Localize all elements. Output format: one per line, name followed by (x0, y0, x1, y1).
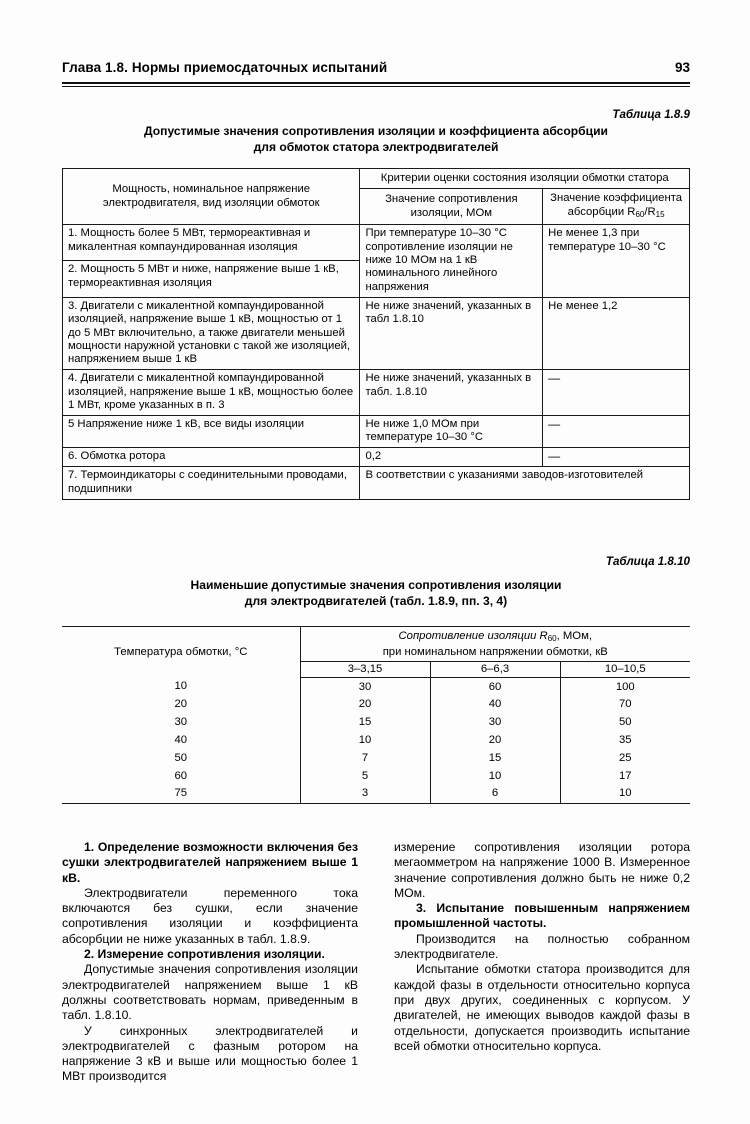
table1-header-col3-pre: Значение коэффициента абсорбции R (550, 192, 683, 218)
table2-caption-line2: для электродвигателей (табл. 1.8.9, пп. 3, 4) (244, 593, 508, 608)
running-head (62, 60, 690, 75)
paragraph: Допустимые значения сопротивления изоляции электродвигателей напряжением выше 1 кВ должны соответствовать нормам, приведенным в табл. 1.8.10. (62, 962, 358, 1023)
table1-r7-c2: В соответствии с указаниями заводов-изготовителей (360, 467, 690, 499)
table1-r5-c2: Не ниже 1,0 МОм при температуре 10–30 °С (360, 416, 543, 448)
table-row (62, 696, 690, 714)
table1-header-col1: Мощность, номинальное напряжение электродвигателя, вид изоляции обмоток (63, 169, 360, 225)
table1-r6-c3: — (543, 448, 690, 467)
table1-r3-c2: Не ниже значений, указанных в табл 1.8.10 (360, 297, 543, 370)
table1-caption-line1: Допустимые значения сопротивления изоляции и коэффициента абсорбции (144, 124, 608, 138)
table-1-8-9 (62, 168, 690, 500)
table2-caption-line1: Наименьшие допустимые значения сопротивления изоляции (190, 578, 562, 592)
table2-header-col1: Температура обмотки, °С (62, 627, 300, 678)
table-row (62, 678, 690, 696)
table2-r7-v2: 6 (430, 785, 560, 803)
table2-r5-temp: 50 (174, 751, 188, 764)
table1-header-col2: Значение сопротивления изоляции, МОм (360, 189, 543, 225)
table-row (63, 370, 690, 416)
table-row (63, 416, 690, 448)
table2-r3-v2: 30 (430, 714, 560, 732)
table2-r2-v2: 40 (430, 696, 560, 714)
table1-header-col3-sub1: 60 (635, 209, 645, 219)
table2-r4-v3: 35 (560, 732, 690, 750)
table2-r7-temp: 75 (62, 785, 300, 803)
table2-subcol-2: 6–6,3 (430, 662, 560, 678)
table-row (62, 714, 690, 732)
table1-r7-c1: 7. Термоиндикаторы с соединительными проводами, подшипники (63, 467, 360, 499)
table2-r3-v1: 15 (300, 714, 430, 732)
table1-r2-c1: 2. Мощность 5 МВт и ниже, напряжение выше 1 кВ, термореактивная изоляция (63, 261, 360, 297)
paragraph: 2. Измерение сопротивления изоляции. (84, 947, 325, 962)
table2-r6-v3: 17 (560, 767, 690, 785)
table1-header-col3-sub2: 15 (655, 209, 665, 219)
table-row (63, 467, 690, 499)
table2-r2-v1: 20 (300, 696, 430, 714)
table-row (63, 448, 690, 467)
table2-r6-v2: 10 (430, 767, 560, 785)
table2-r4-temp: 40 (174, 733, 188, 746)
table1-r3-c3: Не менее 1,2 (543, 297, 690, 370)
table2-header-group-sub: 60 (547, 634, 557, 643)
table-row (62, 785, 690, 803)
paragraph: измерение сопротивления изоляции ротора мегаомметром на напряжение 1000 В. Измеренное значение сопротивления должно быть не ниже 0,2 МОм. (394, 840, 690, 900)
table-row (62, 750, 690, 768)
table1-r1-c3: Не менее 1,3 при температуре 10–30 °С (543, 225, 690, 298)
table1-header-col3 (543, 189, 690, 225)
table2-r6-temp: 60 (174, 769, 188, 782)
table1-r1-c1: 1. Мощность более 5 МВт, термореактивная и микалентная компаундированная изоляция (63, 225, 360, 261)
table2-r4-v1: 10 (300, 732, 430, 750)
paragraph: Электродвигатели переменного тока включаются без сушки, если значение сопротивления изоляции и коэффициента абсорбции не ниже указанных в табл. 1.8.9. (62, 885, 358, 946)
table1-r4-c2: Не ниже значений, указанных в табл. 1.8.10 (360, 370, 543, 416)
table2-header-group (300, 627, 690, 662)
table2-header-group-post: , МОм, (556, 630, 592, 642)
table2-subcol-1: 3–3,15 (300, 662, 430, 678)
table-1-8-10 (62, 626, 690, 804)
table-row (63, 297, 690, 370)
table2-r3-temp: 30 (174, 716, 188, 729)
paragraph: Испытание обмотки статора производится для каждой фазы в отдельности относительно корпуса при двух других, соединенных с корпусом. У двигателей, не имеющих выводов каждой фазы в отдельности, допускается производить испытание всей обмотки относительно корпуса. (394, 962, 690, 1053)
chapter-title: Глава 1.8. Нормы приемосдаточных испытаний (62, 60, 388, 75)
table1-label: Таблица 1.8.9 (612, 108, 690, 121)
table2-r4-v2: 20 (430, 732, 560, 750)
table1-body (63, 225, 690, 499)
body-column-left (62, 840, 358, 1085)
table-row (62, 732, 690, 750)
table2-header-group-pre: Сопротивление изоляции R (398, 630, 548, 642)
table2-r2-temp: 20 (174, 698, 188, 711)
table1-r5-c3: — (543, 416, 690, 448)
page-number: 93 (674, 60, 690, 75)
table1-r1-c2: При температуре 10–30 °С сопротивление изоляции не ниже 10 МОм на 1 кВ номинального линейного напряжения (360, 225, 543, 298)
table2-r7-v1: 3 (300, 785, 430, 803)
table2-r3-v3: 50 (560, 714, 690, 732)
paragraph: 1. Определение возможности включения без сушки электродвигателей напряжением выше 1 кВ. (62, 840, 358, 885)
table1-head (63, 169, 690, 225)
table-row (62, 767, 690, 785)
table2-header-group-line2: при номинальном напряжении обмотки, кВ (382, 645, 608, 658)
table1-r4-c1: 4. Двигатели с микалентной компаундированной изоляцией, напряжение выше 1 кВ, мощностью более 1 МВт, кроме указанных в п. 3 (63, 370, 360, 416)
table-row (63, 225, 690, 261)
table1-r6-c2: 0,2 (360, 448, 543, 467)
table1-r3-c1: 3. Двигатели с микалентной компаундированной изоляцией, напряжение выше 1 кВ, мощностью от 1 до 5 МВт включительно, а также двигатели меньшей мощности наружной установки с такой же изоляцией, напряжением выше 1 кВ (63, 297, 360, 370)
table2-head (62, 627, 690, 678)
table1-caption-line2: для обмоток статора электродвигателей (253, 139, 499, 154)
table1-header-col3-mid: /R (644, 205, 656, 218)
body-text-columns (62, 840, 690, 1085)
table1-header-row-1 (63, 169, 690, 189)
table2-r7-v3: 10 (560, 785, 690, 803)
table2-r1-v2: 60 (430, 678, 560, 696)
paragraph: Производится на полностью собранном электродвигателе. (394, 931, 690, 962)
table2-r5-v3: 25 (560, 750, 690, 768)
table1-r4-c3: — (543, 370, 690, 416)
table1-r5-c1: 5 Напряжение ниже 1 кВ, все виды изоляции (63, 416, 360, 448)
table2-header-row-1 (62, 627, 690, 662)
paragraph: У синхронных электродвигателей и электродвигателей с фазным ротором на напряжение 3 кВ и выше или мощностью более 1 МВт производится (62, 1023, 358, 1084)
table2-r2-v3: 70 (560, 696, 690, 714)
table1-caption (62, 124, 690, 155)
table2-label: Таблица 1.8.10 (605, 555, 690, 568)
table2-r5-v1: 7 (300, 750, 430, 768)
table2-r6-v1: 5 (300, 767, 430, 785)
header-rule (62, 82, 690, 87)
table2-r1-v1: 30 (300, 678, 430, 696)
paragraph: 3. Испытание повышенным напряжением промышленной частоты. (394, 901, 690, 931)
table1-header-group: Критерии оценки состояния изоляции обмотки статора (360, 169, 690, 189)
table1-r6-c1: 6. Обмотка ротора (63, 448, 360, 467)
table2-caption (62, 578, 690, 609)
table2-subcol-3: 10–10,5 (560, 662, 690, 678)
table2-r1-v3: 100 (560, 678, 690, 696)
table2-body (62, 678, 690, 803)
table2-r5-v2: 15 (430, 750, 560, 768)
body-column-right (394, 840, 690, 1085)
table2-r1-temp: 10 (174, 680, 188, 693)
